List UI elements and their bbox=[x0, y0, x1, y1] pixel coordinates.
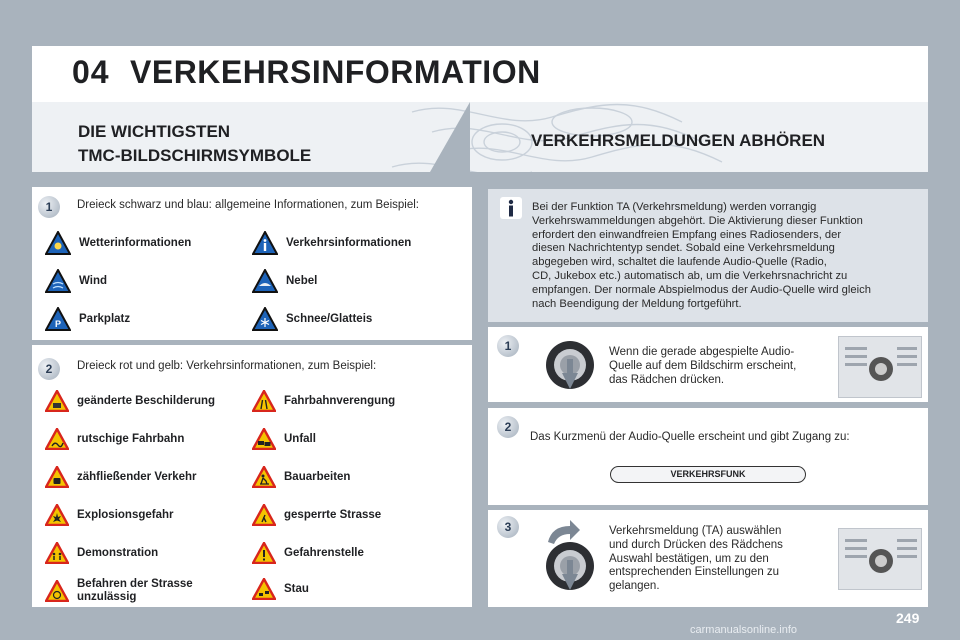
exclamation-icon bbox=[252, 542, 276, 564]
chapter-number: 04 bbox=[72, 54, 110, 90]
symbol-slow-traffic: zähfließender Verkehr bbox=[45, 466, 197, 488]
step2-text: Das Kurzmenü der Audio-Quelle erscheint und gibt Zugang zu: bbox=[530, 431, 850, 443]
page-number: 249 bbox=[896, 610, 920, 626]
fog-icon bbox=[252, 269, 278, 293]
step3-text: Verkehrsmeldung (TA) auswählen und durch Drücken des Rädchens Auswahl bestätigen, um zu den entsprechenden Einstellungen zu gelangen. bbox=[609, 525, 783, 593]
symbol-demonstration: Demonstration bbox=[45, 542, 158, 564]
symbol-changed-signs: geänderte Beschilderung bbox=[45, 390, 215, 412]
changed-signs-icon bbox=[45, 390, 69, 412]
symbol-road-narrows: Fahrbahnverengung bbox=[252, 390, 395, 412]
slow-traffic-icon bbox=[45, 466, 69, 488]
slippery-road-icon bbox=[45, 428, 69, 450]
symbol-danger: Gefahrenstelle bbox=[252, 542, 364, 564]
step-badge: 2 bbox=[38, 358, 60, 380]
symbol-slippery-road: rutschige Fahrbahn bbox=[45, 428, 184, 450]
step-badge: 1 bbox=[497, 335, 519, 357]
symbol-snow-ice: Schnee/Glatteis bbox=[252, 307, 372, 331]
step-badge: 3 bbox=[497, 516, 519, 538]
wind-icon bbox=[45, 269, 71, 293]
chapter-title: VERKEHRSINFORMATION bbox=[130, 54, 541, 90]
rotary-knob-turn-press-icon bbox=[540, 518, 600, 600]
rotary-knob-press-icon bbox=[540, 337, 600, 397]
radio-unit-image bbox=[838, 528, 922, 590]
symbol-no-entry: Befahren der Strasse unzulässig bbox=[45, 578, 193, 604]
symbol-traffic-info: Verkehrsinformationen bbox=[252, 231, 411, 255]
symbol-traffic-jam: Stau bbox=[252, 578, 309, 600]
demonstration-icon bbox=[45, 542, 69, 564]
traffic-jam-icon bbox=[252, 578, 276, 600]
weather-info-icon bbox=[45, 231, 71, 255]
svg-text:P: P bbox=[54, 319, 62, 329]
symbol-explosion-danger: Explosionsgefahr bbox=[45, 504, 174, 526]
snowflake-icon bbox=[252, 307, 278, 331]
symbol-wind: Wind bbox=[45, 269, 107, 293]
info-icon bbox=[500, 197, 522, 219]
car-radio-icon bbox=[839, 529, 923, 591]
radio-unit-image bbox=[838, 336, 922, 398]
group1-intro: Dreieck schwarz und blau: allgemeine Informationen, zum Beispiel: bbox=[77, 199, 419, 211]
panel-step-2 bbox=[488, 408, 928, 505]
road-closed-icon bbox=[252, 504, 276, 526]
menu-item-traffic-radio[interactable]: VERKEHRSFUNK bbox=[610, 466, 806, 483]
parking-icon bbox=[45, 307, 71, 331]
roadworks-icon bbox=[252, 466, 276, 488]
symbol-parking: P Parkplatz bbox=[45, 307, 130, 331]
header-slant bbox=[430, 102, 470, 172]
left-section-title: DIE WICHTIGSTEN TMC-BILDSCHIRMSYMBOLE bbox=[78, 122, 312, 165]
no-entry-icon bbox=[45, 580, 69, 602]
road-narrows-icon bbox=[252, 390, 276, 412]
explosion-icon bbox=[45, 504, 69, 526]
step1-text: Wenn die gerade abgespielte Audio- Quelle auf dem Bildschirm erscheint, das Rädchen drücken. bbox=[609, 346, 797, 386]
symbol-weather: Wetterinformationen bbox=[45, 231, 191, 255]
step-badge: 1 bbox=[38, 196, 60, 218]
accident-icon bbox=[252, 428, 276, 450]
car-radio-icon bbox=[839, 337, 923, 399]
step-badge: 2 bbox=[497, 416, 519, 438]
traffic-info-icon bbox=[252, 231, 278, 255]
symbol-fog: Nebel bbox=[252, 269, 317, 293]
info-text: Bei der Funktion TA (Verkehrsmeldung) werden vorrangig Verkehrswammeldungen abgehört. Die Aktivierung dieser Funktion erfordert den einwandfreien Empfang eines Radiosenders, der diesen Nachrichtentyp sendet. Sobald eine Verkehrsmeldung abgegeben wird, schaltet die laufende Audio-Quelle (Radio, CD, Jukebox etc.) automatisch ab, um die Verkehrsnachricht zu empfangen. Der normale Abspielmodus der Audio-Quelle wird gleich nach Beendigung der Meldung fortgeführt. bbox=[532, 201, 871, 310]
symbol-accident: Unfall bbox=[252, 428, 316, 450]
watermark: carmanualsonline.info bbox=[690, 624, 798, 636]
symbol-road-closed: gesperrte Strasse bbox=[252, 504, 381, 526]
right-section-title: VERKEHRSMELDUNGEN ABHÖREN bbox=[531, 131, 826, 150]
symbol-roadworks: Bauarbeiten bbox=[252, 466, 350, 488]
group2-intro: Dreieck rot und gelb: Verkehrsinformationen, zum Beispiel: bbox=[77, 360, 377, 372]
